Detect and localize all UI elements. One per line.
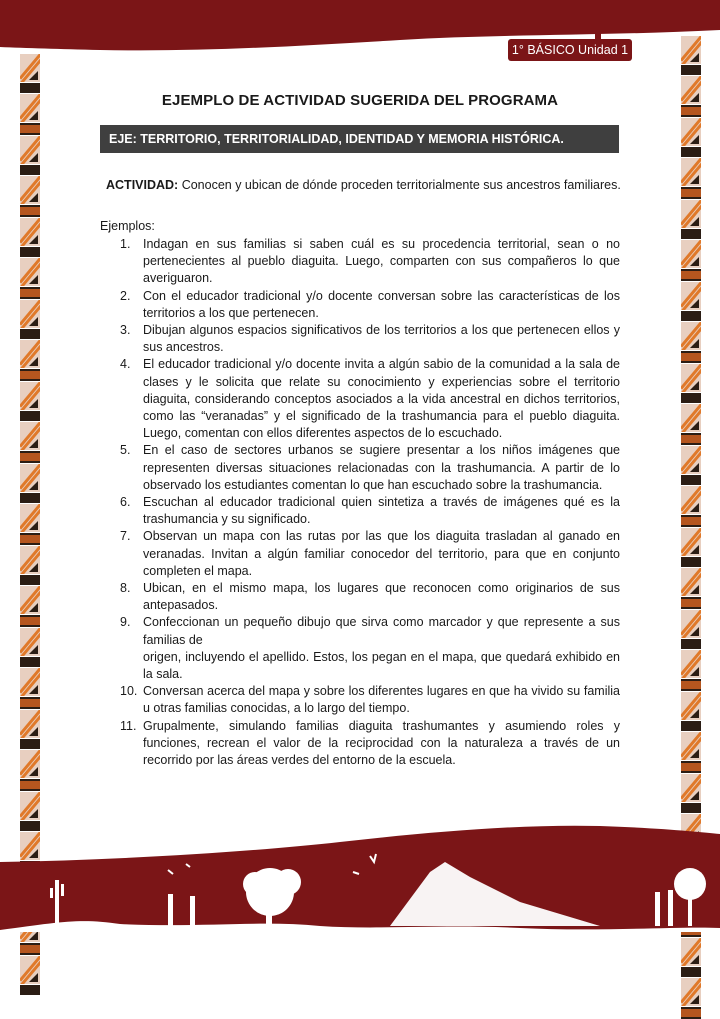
list-item <box>100 494 620 528</box>
right-decorative-border <box>681 36 701 806</box>
eje-heading: EJE: TERRITORIO, TERRITORIALIDAD, IDENTIDAD Y MEMORIA HISTÓRICA. <box>100 125 619 153</box>
item-number: 11. <box>120 718 137 733</box>
border-band <box>20 985 40 995</box>
border-band <box>20 411 40 421</box>
border-band <box>681 679 701 691</box>
border-band <box>681 65 701 75</box>
item-number: 1. <box>120 237 131 251</box>
border-tile <box>20 300 40 328</box>
border-tile <box>20 176 40 204</box>
border-band <box>20 533 40 545</box>
border-tile <box>681 322 701 350</box>
item-number: 4. <box>120 357 131 372</box>
item-number: 5. <box>120 443 131 458</box>
examples-list <box>100 236 620 769</box>
list-item <box>100 236 620 288</box>
list-item <box>100 356 620 442</box>
border-band <box>20 657 40 667</box>
border-band <box>681 597 701 609</box>
item-number: 8. <box>120 581 131 596</box>
border-tile <box>681 240 701 268</box>
item-number: 6. <box>120 495 131 510</box>
border-band <box>20 123 40 135</box>
border-tile <box>681 978 701 1006</box>
border-band <box>20 205 40 217</box>
border-band <box>681 229 701 239</box>
border-band <box>681 269 701 281</box>
border-tile <box>681 692 701 720</box>
list-item <box>100 322 620 356</box>
border-band <box>681 433 701 445</box>
activity-text: Conocen y ubican de dónde proceden territorialmente sus ancestros familiares. <box>178 178 621 192</box>
item-text: Indagan en sus familias si saben cuál es su procedencia territorial, sean o no pertenecientes al pueblo diaguita. Luego, comparten con sus compañeros lo que averiguaron. <box>143 237 620 286</box>
border-tile <box>20 668 40 696</box>
border-tile <box>681 158 701 186</box>
item-text: Confeccionan un pequeño dibujo que sirva como marcador y que represente a sus familias de <box>143 615 620 647</box>
item-number: 10. <box>120 684 138 699</box>
border-band <box>681 803 701 813</box>
list-item <box>100 683 620 717</box>
border-tile <box>20 382 40 410</box>
border-band <box>20 739 40 749</box>
list-item <box>100 580 620 614</box>
border-band <box>681 1007 701 1019</box>
border-tile <box>681 404 701 432</box>
border-band <box>681 393 701 403</box>
border-band <box>681 639 701 649</box>
border-tile <box>681 446 701 474</box>
border-band <box>20 697 40 709</box>
border-band <box>681 475 701 485</box>
border-tile <box>681 36 701 64</box>
activity-statement <box>106 178 621 192</box>
item-text: El educador tradicional y/o docente invita a algún sabio de la comunidad a la sala de clases y le solicita que relate su conocimiento y experiencias sobre el territorio diaguita, considerando conceptos asociados a la vida ancestral en dichos territorios, como las “veranadas” y el significado de la trashumancia para el pueblo diaguita. Luego, comentan con ellos diferentes aspectos de lo escuchado. <box>143 357 620 441</box>
border-band <box>681 557 701 567</box>
border-tile <box>20 422 40 450</box>
list-item <box>100 718 620 770</box>
border-tile <box>20 628 40 656</box>
border-band <box>681 147 701 157</box>
border-tile <box>20 586 40 614</box>
border-tile <box>20 504 40 532</box>
item-text: Escuchan al educador tradicional quien sintetiza a través de imágenes qué es la trashumancia y su significado. <box>143 495 620 527</box>
item-text: Observan un mapa con las rutas por las que los diaguita trasladan al ganado en veranadas. Invitan a algún familiar conocedor del territorio, para que en conjunto completen el mapa. <box>143 529 620 578</box>
border-band <box>20 329 40 339</box>
border-band <box>681 761 701 773</box>
border-tile <box>681 118 701 146</box>
border-tile <box>681 938 701 966</box>
border-tile <box>20 218 40 246</box>
border-tile <box>20 750 40 778</box>
border-band <box>20 287 40 299</box>
border-band <box>20 943 40 955</box>
item-text: Conversan acerca del mapa y sobre los diferentes lugares en que ha vivido su familia u otras familias conocidas, a lo largo del tiempo. <box>143 684 620 716</box>
border-band <box>681 515 701 527</box>
page-title: EJEMPLO DE ACTIVIDAD SUGERIDA DEL PROGRAMA <box>161 92 559 109</box>
border-band <box>20 575 40 585</box>
border-band <box>20 165 40 175</box>
border-band <box>681 721 701 731</box>
list-item <box>100 528 620 580</box>
border-band <box>20 451 40 463</box>
border-band <box>20 369 40 381</box>
border-band <box>681 187 701 199</box>
list-item <box>100 442 620 494</box>
border-tile <box>681 568 701 596</box>
border-band <box>20 247 40 257</box>
border-tile <box>20 956 40 984</box>
border-tile <box>681 528 701 556</box>
item-number: 9. <box>120 615 131 630</box>
left-decorative-border <box>20 54 40 794</box>
border-tile <box>20 54 40 82</box>
border-tile <box>681 486 701 514</box>
border-band <box>681 311 701 321</box>
item-text: Con el educador tradicional y/o docente conversan sobre las características de los territorios a los que pertenecen. <box>143 288 620 320</box>
item-number: 2. <box>120 288 131 303</box>
item-number: 3. <box>120 323 131 338</box>
border-band <box>20 493 40 503</box>
item-text: Ubican, en el mismo mapa, los lugares que reconocen como originarios de sus antepasados. <box>143 581 620 613</box>
border-band <box>20 779 40 791</box>
border-tile <box>20 792 40 820</box>
list-item <box>100 288 620 322</box>
border-tile <box>681 732 701 760</box>
activity-label: ACTIVIDAD: <box>106 178 179 192</box>
item-text: En el caso de sectores urbanos se sugiere presentar a los niños imágenes que representen diversas situaciones relacionadas con la trashumancia. A partir de lo observado los estudiantes comentan lo que han escuchado sobre la trashumancia. <box>143 443 620 492</box>
examples-label: Ejemplos: <box>100 219 155 233</box>
border-tile <box>20 464 40 492</box>
border-tile <box>681 610 701 638</box>
border-tile <box>681 650 701 678</box>
border-tile <box>20 258 40 286</box>
border-tile <box>681 364 701 392</box>
border-tile <box>20 710 40 738</box>
border-tile <box>681 282 701 310</box>
border-tile <box>681 774 701 802</box>
border-band <box>20 615 40 627</box>
border-band <box>681 967 701 977</box>
border-tile <box>20 136 40 164</box>
item-text-continued: origen, incluyendo el apellido. Estos, los pegan en el mapa, que quedará exhibido en la sala. <box>143 649 620 682</box>
item-text: Dibujan algunos espacios significativos de los territorios a los que pertenecen ellos y sus ancestros. <box>143 323 620 355</box>
grade-badge: 1° BÁSICO Unidad 1 <box>508 39 632 61</box>
border-band <box>681 351 701 363</box>
border-tile <box>681 200 701 228</box>
item-text: Grupalmente, simulando familias diaguita trashumantes y asumiendo roles y funciones, recrean el valor de la reciprocidad con la naturaleza a través de un recorrido por las áreas verdes del entorno de la escuela. <box>143 718 620 768</box>
border-tile <box>20 340 40 368</box>
footer-banner-landscape-illustration <box>0 822 720 932</box>
list-item <box>100 614 620 683</box>
border-tile <box>20 546 40 574</box>
item-number: 7. <box>120 529 131 544</box>
